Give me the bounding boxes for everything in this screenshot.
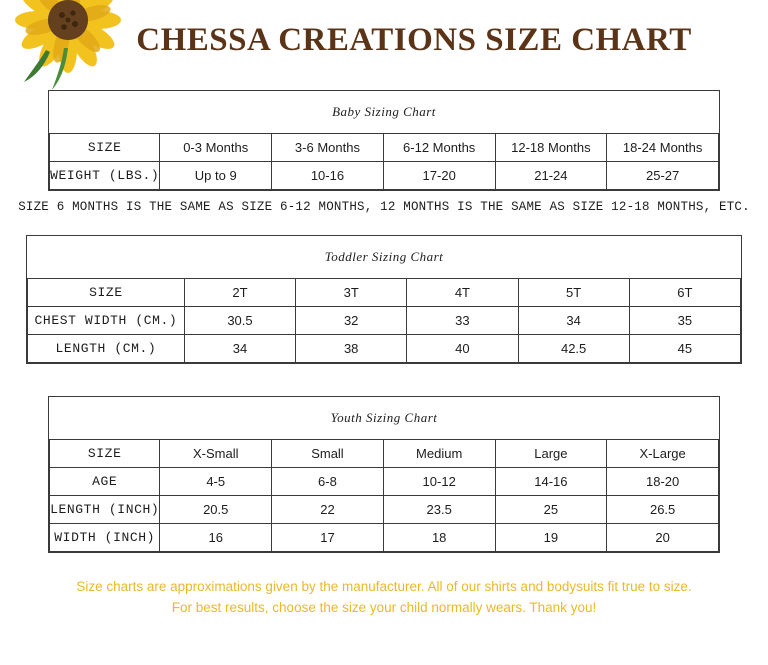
toddler-col-3t: 3T: [296, 279, 407, 307]
toddler-chest-5t: 34: [518, 307, 629, 335]
baby-col-12-18-months: 12-18 Months: [495, 134, 607, 162]
baby-weight-6-12: 17-20: [383, 162, 495, 190]
youth-length-medium: 23.5: [383, 496, 495, 524]
toddler-col-5t: 5T: [518, 279, 629, 307]
toddler-col-4t: 4T: [407, 279, 518, 307]
youth-age-medium: 10-12: [383, 468, 495, 496]
youth-col-size: SIZE: [50, 440, 160, 468]
youth-sizing-chart: [48, 396, 720, 553]
baby-chart-note: SIZE 6 MONTHS IS THE SAME AS SIZE 6-12 MONTHS, 12 MONTHS IS THE SAME AS SIZE 12-18 MONTHS, ETC.: [18, 200, 750, 214]
table-row: [50, 468, 719, 496]
baby-chart-heading: Baby Sizing Chart: [50, 91, 719, 134]
toddler-col-size: SIZE: [28, 279, 185, 307]
footer-disclaimer: [0, 576, 768, 618]
youth-length-small: 22: [272, 496, 384, 524]
toddler-row-length-label: LENGTH (CM.): [28, 335, 185, 363]
toddler-col-6t: 6T: [629, 279, 740, 307]
youth-age-x-large: 18-20: [607, 468, 719, 496]
toddler-chest-4t: 33: [407, 307, 518, 335]
table-row: [28, 335, 741, 363]
youth-width-large: 19: [495, 524, 607, 552]
footer-line-2: For best results, choose the size your child normally wears. Thank you!: [171, 600, 597, 615]
youth-col-large: Large: [495, 440, 607, 468]
youth-width-x-small: 16: [160, 524, 272, 552]
youth-col-small: Small: [272, 440, 384, 468]
baby-row-weight-label: WEIGHT (LBS.): [50, 162, 160, 190]
youth-length-large: 25: [495, 496, 607, 524]
youth-age-large: 14-16: [495, 468, 607, 496]
toddler-length-3t: 38: [296, 335, 407, 363]
youth-row-length-label: LENGTH (INCH): [50, 496, 160, 524]
baby-weight-18-24: 25-27: [607, 162, 719, 190]
toddler-length-4t: 40: [407, 335, 518, 363]
youth-age-small: 6-8: [272, 468, 384, 496]
toddler-chart-column-headers: [28, 279, 741, 307]
table-row: [50, 524, 719, 552]
baby-weight-3-6: 10-16: [272, 162, 384, 190]
page-title: CHESSA CREATIONS SIZE CHART: [136, 22, 692, 58]
footer-line-1: Size charts are approximations given by the manufacturer. All of our shirts and bodysuits fit true to size.: [76, 579, 692, 594]
toddler-chart-heading: Toddler Sizing Chart: [28, 236, 741, 279]
toddler-length-6t: 45: [629, 335, 740, 363]
baby-weight-12-18: 21-24: [495, 162, 607, 190]
baby-chart-column-headers: [50, 134, 719, 162]
youth-row-age-label: AGE: [50, 468, 160, 496]
toddler-chest-2t: 30.5: [184, 307, 295, 335]
youth-length-x-large: 26.5: [607, 496, 719, 524]
youth-chart-heading: Youth Sizing Chart: [50, 397, 719, 440]
table-row: [50, 162, 719, 190]
baby-chart-heading-row: [50, 91, 719, 134]
youth-col-x-large: X-Large: [607, 440, 719, 468]
table-row: [50, 496, 719, 524]
youth-row-width-label: WIDTH (INCH): [50, 524, 160, 552]
youth-chart-column-headers: [50, 440, 719, 468]
baby-col-3-6-months: 3-6 Months: [272, 134, 384, 162]
youth-col-medium: Medium: [383, 440, 495, 468]
youth-length-x-small: 20.5: [160, 496, 272, 524]
toddler-chart-heading-row: [28, 236, 741, 279]
toddler-length-2t: 34: [184, 335, 295, 363]
youth-width-medium: 18: [383, 524, 495, 552]
toddler-row-chest-label: CHEST WIDTH (CM.): [28, 307, 185, 335]
baby-col-0-3-months: 0-3 Months: [160, 134, 272, 162]
baby-col-size: SIZE: [50, 134, 160, 162]
youth-age-x-small: 4-5: [160, 468, 272, 496]
baby-sizing-chart: [48, 90, 720, 191]
youth-col-x-small: X-Small: [160, 440, 272, 468]
baby-weight-0-3: Up to 9: [160, 162, 272, 190]
youth-width-small: 17: [272, 524, 384, 552]
toddler-col-2t: 2T: [184, 279, 295, 307]
toddler-sizing-chart: [26, 235, 742, 364]
toddler-chest-3t: 32: [296, 307, 407, 335]
youth-width-x-large: 20: [607, 524, 719, 552]
table-row: [28, 307, 741, 335]
baby-col-18-24-months: 18-24 Months: [607, 134, 719, 162]
youth-chart-heading-row: [50, 397, 719, 440]
toddler-length-5t: 42.5: [518, 335, 629, 363]
toddler-chest-6t: 35: [629, 307, 740, 335]
baby-col-6-12-months: 6-12 Months: [383, 134, 495, 162]
